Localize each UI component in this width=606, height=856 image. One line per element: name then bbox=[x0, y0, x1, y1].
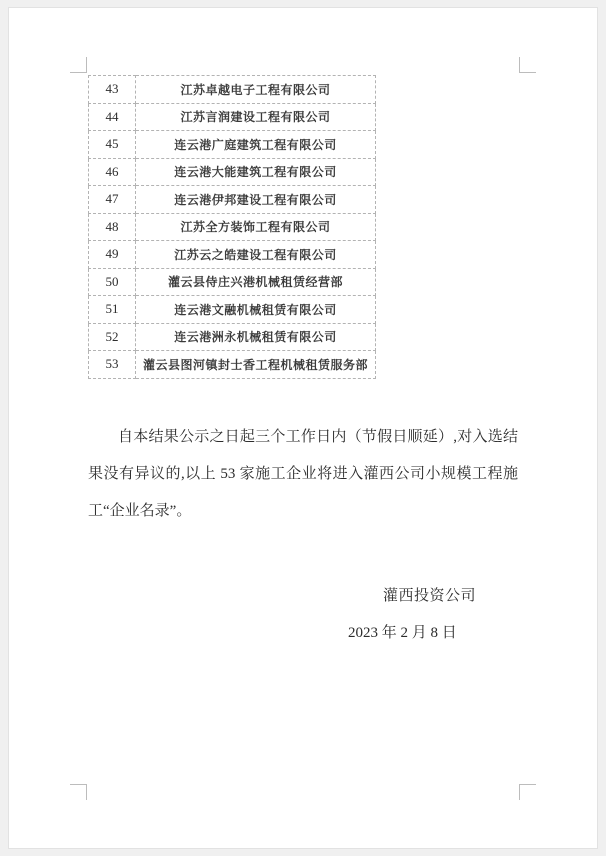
signature-company-name: 灌西投资公司 bbox=[383, 588, 477, 604]
row-number-cell: 47 bbox=[89, 186, 136, 214]
table-row bbox=[89, 241, 376, 269]
row-number-cell: 45 bbox=[89, 131, 136, 159]
company-name-cell: 江苏全方装饰工程有限公司 bbox=[136, 213, 376, 241]
signature-date: 2023 年 2 月 8 日 bbox=[348, 625, 457, 641]
table-row bbox=[89, 323, 376, 351]
row-number-cell: 51 bbox=[89, 296, 136, 324]
table-row bbox=[89, 131, 376, 159]
company-name-cell: 江苏言润建设工程有限公司 bbox=[136, 103, 376, 131]
company-list-table bbox=[88, 75, 376, 379]
table-row bbox=[89, 186, 376, 214]
company-name-cell: 江苏云之皓建设工程有限公司 bbox=[136, 241, 376, 269]
row-number-cell: 43 bbox=[89, 76, 136, 104]
company-name-cell: 连云港伊邦建设工程有限公司 bbox=[136, 186, 376, 214]
company-name-cell: 连云港文融机械租赁有限公司 bbox=[136, 296, 376, 324]
row-number-cell: 52 bbox=[89, 323, 136, 351]
table-row bbox=[89, 76, 376, 104]
table-row bbox=[89, 158, 376, 186]
row-number-cell: 44 bbox=[89, 103, 136, 131]
company-name-cell: 灌云县图河镇封士香工程机械租赁服务部 bbox=[136, 351, 376, 379]
margin-crop-mark-bottom-right bbox=[519, 784, 536, 800]
closing-paragraph: 自本结果公示之日起三个工作日内（节假日顺延）,对入选结果没有异议的,以上 53 家施工企业将进入灌西公司小规模工程施工“企业名录”。 bbox=[88, 429, 518, 519]
company-name-cell: 灌云县侍庄兴港机械租赁经营部 bbox=[136, 268, 376, 296]
company-name-cell: 连云港洲永机械租赁有限公司 bbox=[136, 323, 376, 351]
row-number-cell: 49 bbox=[89, 241, 136, 269]
table-row bbox=[89, 351, 376, 379]
company-table-body bbox=[89, 76, 376, 379]
margin-crop-mark-bottom-left bbox=[70, 784, 87, 800]
margin-crop-mark-top-left bbox=[70, 57, 87, 73]
table-row bbox=[89, 268, 376, 296]
margin-crop-mark-top-right bbox=[519, 57, 536, 73]
row-number-cell: 46 bbox=[89, 158, 136, 186]
row-number-cell: 53 bbox=[89, 351, 136, 379]
table-row bbox=[89, 296, 376, 324]
company-name-cell: 连云港大能建筑工程有限公司 bbox=[136, 158, 376, 186]
row-number-cell: 50 bbox=[89, 268, 136, 296]
table-row bbox=[89, 103, 376, 131]
row-number-cell: 48 bbox=[89, 213, 136, 241]
table-row bbox=[89, 213, 376, 241]
company-name-cell: 连云港广庭建筑工程有限公司 bbox=[136, 131, 376, 159]
company-name-cell: 江苏卓越电子工程有限公司 bbox=[136, 76, 376, 104]
